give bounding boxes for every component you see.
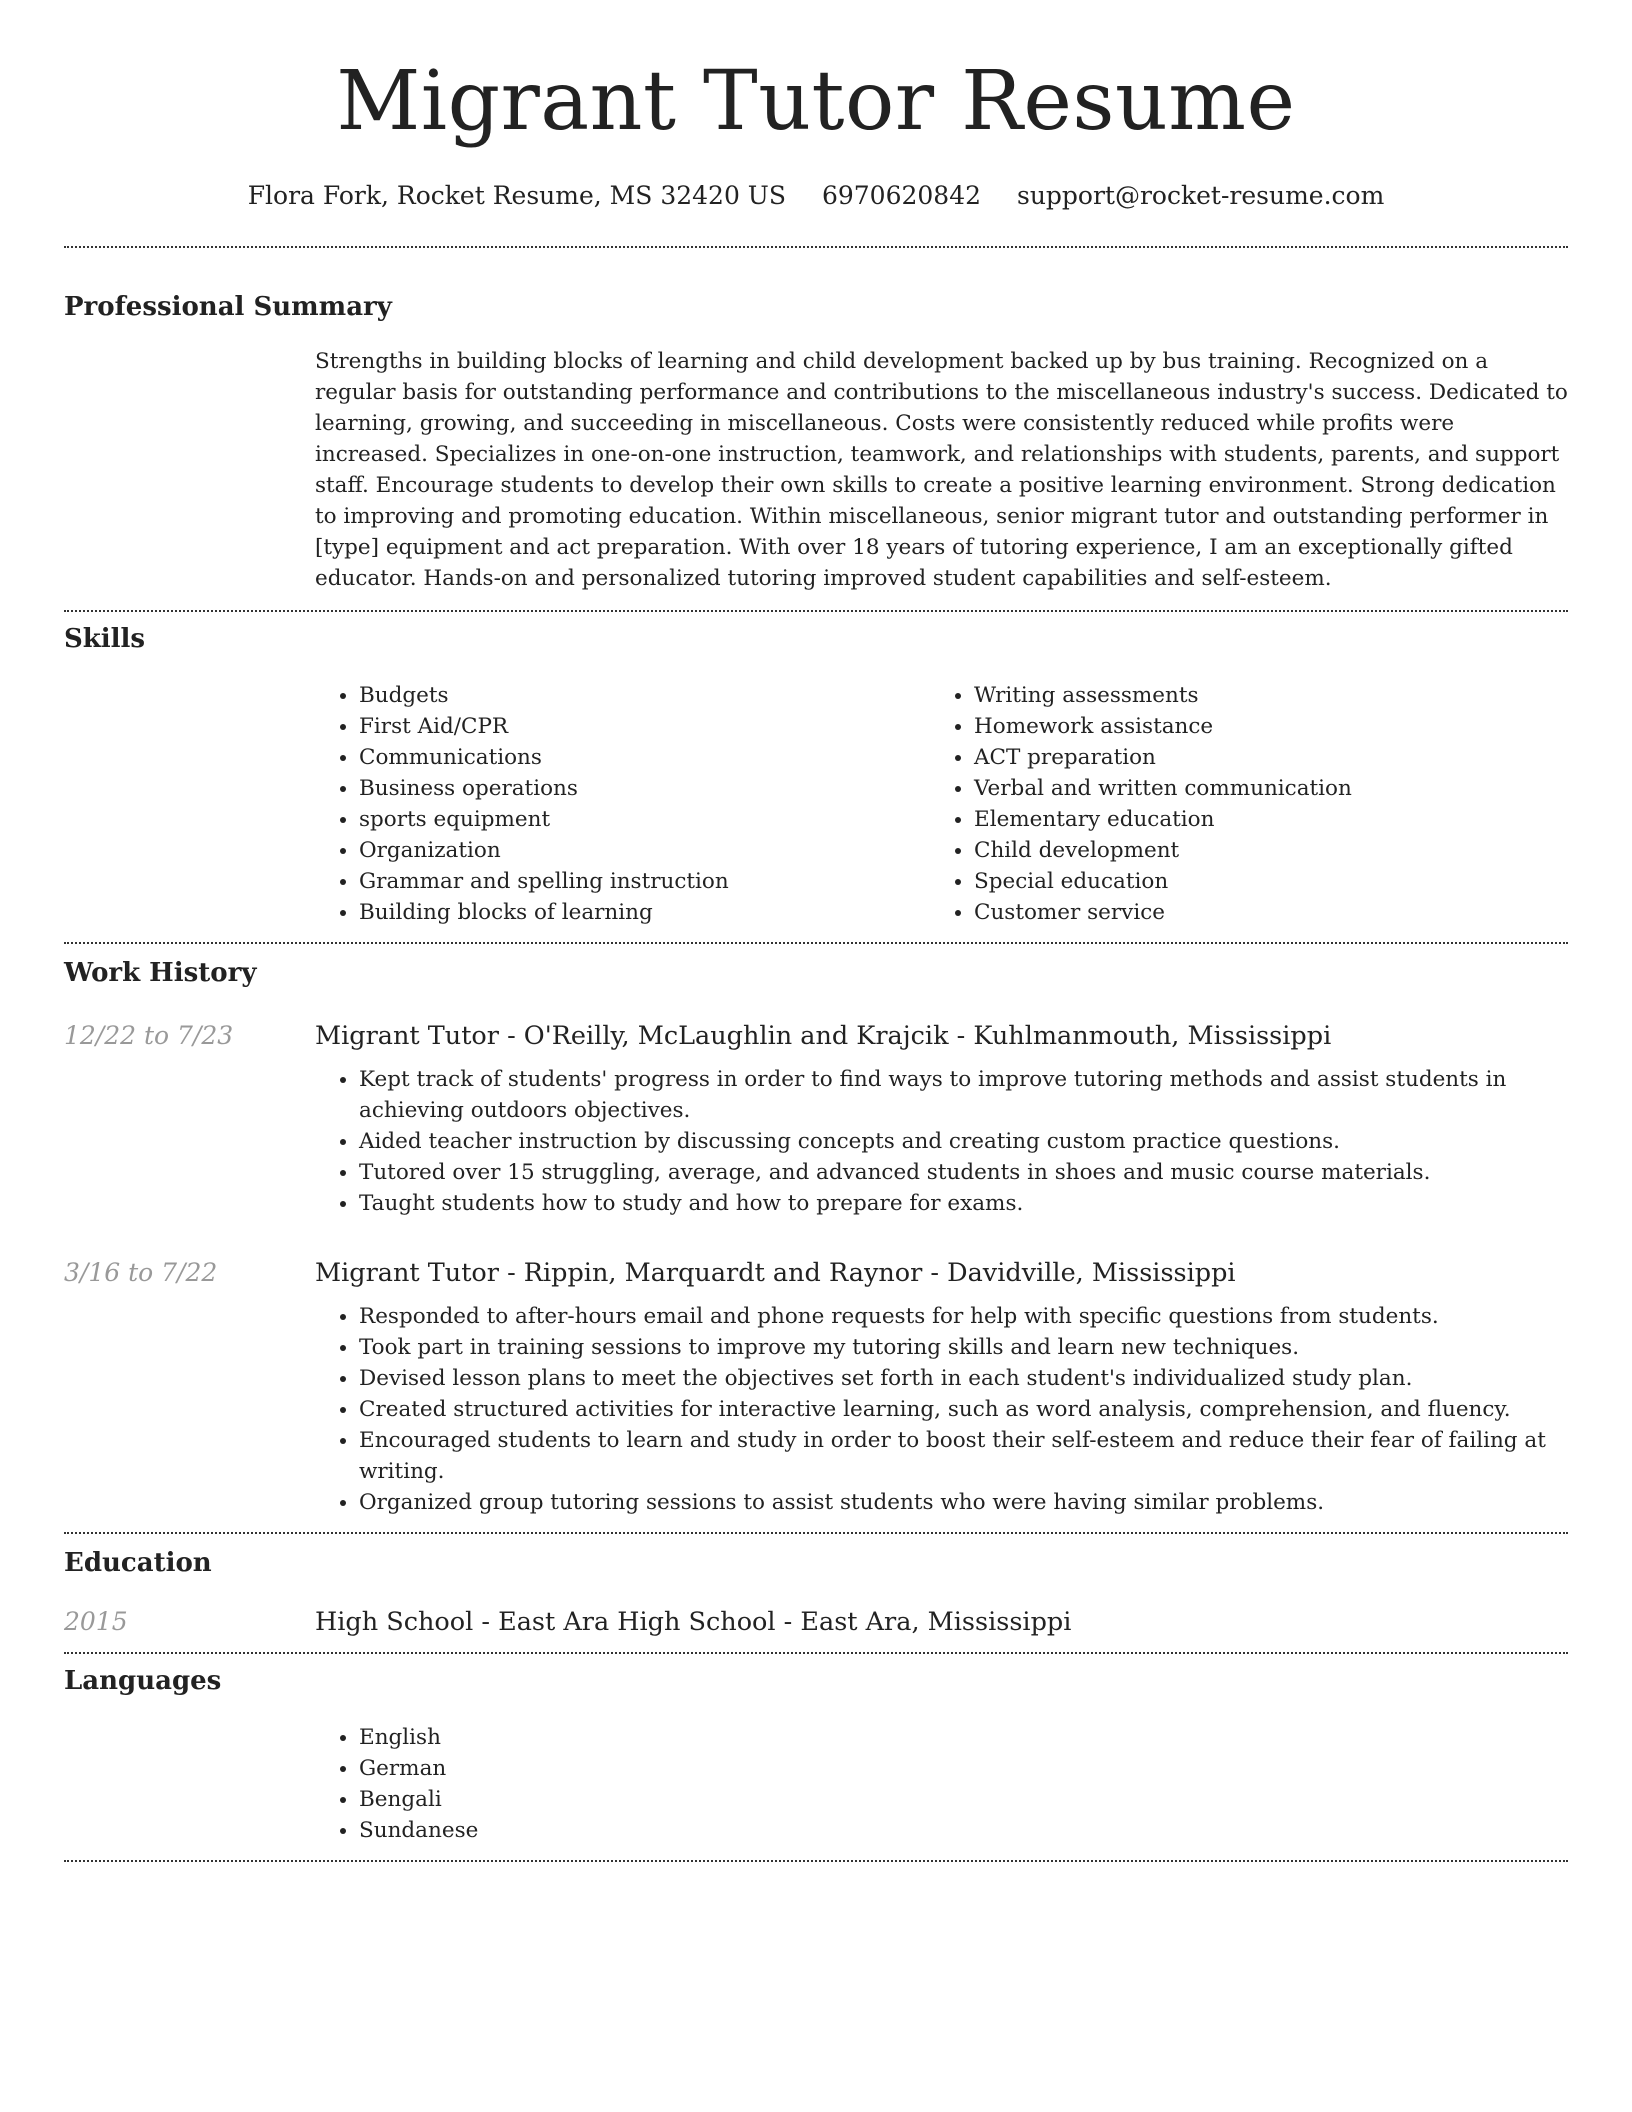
education-entry	[64, 1604, 1568, 1652]
job-bullet: • Kept track of students' progress in order to find ways to improve tutoring methods and assist students in achieving outdoors objectives.	[359, 1064, 1568, 1126]
skills-heading: Skills	[64, 624, 146, 654]
skill-item: • Budgets	[359, 680, 930, 711]
skills-section	[64, 612, 1568, 942]
education-title: High School - East Ara High School - East Ara, Mississippi	[315, 1607, 1072, 1637]
skill-item: • Grammar and spelling instruction	[359, 866, 930, 897]
work-history-section	[64, 944, 1568, 1532]
language-item: • Bengali	[359, 1784, 1568, 1815]
skill-item: • Organization	[359, 835, 930, 866]
skills-columns	[315, 680, 1568, 942]
job-bullet: • Took part in training sessions to improve my tutoring skills and learn new techniques.	[359, 1332, 1568, 1363]
summary-heading: Professional Summary	[64, 292, 392, 322]
contact-phone: 6970620842	[821, 181, 982, 210]
skill-item: • Writing assessments	[974, 680, 1545, 711]
skill-item: • Homework assistance	[974, 711, 1545, 742]
skill-item: • Elementary education	[974, 804, 1545, 835]
job-bullet: • Devised lesson plans to meet the objectives set forth in each student's individualized study plan.	[359, 1363, 1568, 1394]
skill-item: • Child development	[974, 835, 1545, 866]
job-bullet: • Tutored over 15 struggling, average, and advanced students in shoes and music course materials.	[359, 1157, 1568, 1188]
skill-item: • Building blocks of learning	[359, 897, 930, 928]
skills-column-left	[315, 680, 930, 928]
skill-item: • Special education	[974, 866, 1545, 897]
job-title: Migrant Tutor - O'Reilly, McLaughlin and Krajcik - Kuhlmanmouth, Mississippi	[315, 1021, 1332, 1051]
resume-title: Migrant Tutor Resume	[336, 54, 1296, 149]
job-bullet: • Created structured activities for interactive learning, such as word analysis, comprehension, and fluency.	[359, 1394, 1568, 1425]
contact-address: Flora Fork, Rocket Resume, MS 32420 US	[247, 181, 787, 210]
education-date: 2015	[64, 1607, 128, 1636]
skills-list-right	[930, 680, 1545, 928]
job-bullet: • Taught students how to study and how to prepare for exams.	[359, 1188, 1568, 1219]
languages-heading: Languages	[64, 1666, 222, 1696]
language-item: • German	[359, 1753, 1568, 1784]
language-item: • English	[359, 1722, 1568, 1753]
education-heading: Education	[64, 1548, 212, 1578]
skill-item: • Business operations	[359, 773, 930, 804]
languages-list	[315, 1722, 1568, 1846]
contact-email: support@rocket-resume.com	[1016, 181, 1385, 210]
skill-item: • Verbal and written communication	[974, 773, 1545, 804]
job-bullets	[64, 1064, 1568, 1219]
summary-section	[64, 248, 1568, 610]
divider	[64, 1860, 1568, 1862]
job-body	[315, 1018, 1568, 1219]
education-section	[64, 1534, 1568, 1652]
job-dates: 12/22 to 7/23	[64, 1021, 234, 1050]
contact-line	[64, 178, 1568, 214]
skill-item: • Communications	[359, 742, 930, 773]
skills-column-right	[930, 680, 1545, 928]
skill-item: • First Aid/CPR	[359, 711, 930, 742]
languages-section	[64, 1654, 1568, 1860]
job-body	[315, 1255, 1568, 1518]
job-entry	[64, 1018, 1568, 1219]
skill-item: • Customer service	[974, 897, 1545, 928]
job-entry	[64, 1255, 1568, 1532]
job-bullet: • Aided teacher instruction by discussing concepts and creating custom practice questions.	[359, 1126, 1568, 1157]
job-title: Migrant Tutor - Rippin, Marquardt and Raynor - Davidville, Mississippi	[315, 1258, 1236, 1288]
job-bullet: • Organized group tutoring sessions to assist students who were having similar problems.	[359, 1487, 1568, 1518]
skill-item: • sports equipment	[359, 804, 930, 835]
summary-text: Strengths in building blocks of learning and child development backed up by bus training. Recognized on a regular basis for outstanding performance and contributions to the miscellaneous industry's success. Dedicated to learning, growing, and succeeding in miscellaneous. Costs were consistently reduced while profits were increased. Specializes in one-on-one instruction, teamwork, and relationships with students, parents, and support staff. Encourage students to develop their own skills to create a positive learning environment. Strong dedication to improving and promoting education. Within miscellaneous, senior migrant tutor and outstanding performer in [type] equipment and act preparation. With over 18 years of tutoring experience, I am an exceptionally gifted educator. Hands-on and personalized tutoring improved student capabilities and self-esteem.	[315, 349, 1568, 591]
job-bullet: • Responded to after-hours email and phone requests for help with specific questions from students.	[359, 1301, 1568, 1332]
job-dates: 3/16 to 7/22	[64, 1258, 218, 1287]
job-bullet: • Encouraged students to learn and study in order to boost their self-esteem and reduce their fear of failing at writing.	[359, 1425, 1568, 1487]
skills-list-left	[315, 680, 930, 928]
work-history-heading: Work History	[64, 958, 257, 988]
languages-wrap	[315, 1722, 1568, 1860]
job-bullets	[64, 1301, 1568, 1518]
language-item: • Sundanese	[359, 1815, 1568, 1846]
skill-item: • ACT preparation	[974, 742, 1545, 773]
